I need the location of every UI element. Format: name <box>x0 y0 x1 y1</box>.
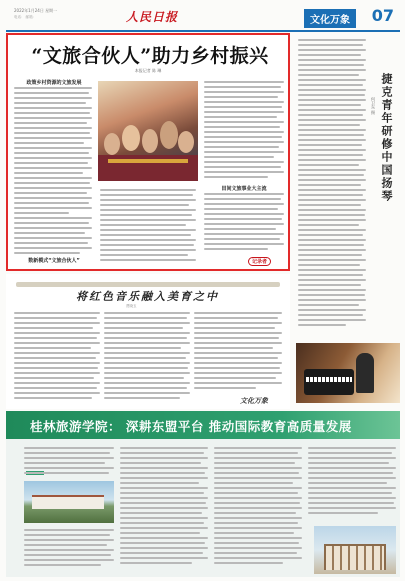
right-article-byline: 何卫东 摄 <box>371 97 376 115</box>
newspaper-logo: 人民日报 <box>126 10 179 24</box>
right-article-title[interactable]: 捷克青年研修中国扬琴 <box>380 73 393 203</box>
ad-text-column-1 <box>24 529 114 573</box>
section-logo-mark: 文化万象 <box>240 396 268 405</box>
main-subhead-1: 政策乡村资源的文旅发展 <box>26 80 82 86</box>
mid-article[interactable] <box>6 274 290 409</box>
ad-text-column-2 <box>120 447 208 573</box>
main-text-column-2 <box>100 189 196 265</box>
main-text-column-1 <box>14 87 92 257</box>
main-article-byline: 本报记者 陈 琳 <box>134 68 162 73</box>
ad-intro-text <box>24 447 114 477</box>
decor-bar-top <box>16 282 280 287</box>
issue-date: 2022年1月24日 星期一 <box>14 8 58 13</box>
festival-photo <box>98 81 198 181</box>
yangqin-performance-photo <box>296 343 400 403</box>
mid-text-column-3 <box>194 312 282 392</box>
ad-text-column-3 <box>214 447 302 573</box>
mid-article-byline: 贾晓玉 <box>126 304 137 308</box>
section-label: 文化万象 <box>304 9 356 28</box>
masthead <box>6 4 400 34</box>
bottom-advertorial[interactable] <box>6 411 400 577</box>
ad-text-column-4 <box>308 447 396 521</box>
mid-text-column-2 <box>104 312 190 404</box>
mid-text-column-1 <box>14 312 100 404</box>
right-text-column <box>298 39 366 339</box>
mid-article-title[interactable]: 将红色音乐融入美育之中 <box>76 290 219 303</box>
advertorial-banner <box>6 411 400 439</box>
campus-photo <box>24 481 114 523</box>
main-subhead-3: 数新模式“文旅合伙人” <box>28 258 80 264</box>
editor-stamp: 记录者 <box>248 257 271 266</box>
main-article-title[interactable]: “文旅合伙人”助力乡村振兴 <box>31 45 269 67</box>
main-subhead-2: 田间文旅事业大主流 <box>221 186 267 192</box>
main-text-column-3 <box>204 81 284 181</box>
advertorial-title[interactable]: 桂林旅游学院： 深耕东盟平台 推动国际教育高质量发展 <box>30 419 352 434</box>
performer-figure <box>356 353 374 393</box>
main-text-column-4 <box>204 193 284 253</box>
instrument-shape <box>304 369 354 395</box>
school-gate-photo <box>314 526 396 574</box>
instrument-keys <box>306 377 352 382</box>
main-article-box[interactable] <box>6 33 290 271</box>
contact-info: 电话： 邮箱： <box>14 15 37 19</box>
page-number: 07 <box>371 6 394 25</box>
masthead-rule <box>6 30 400 32</box>
